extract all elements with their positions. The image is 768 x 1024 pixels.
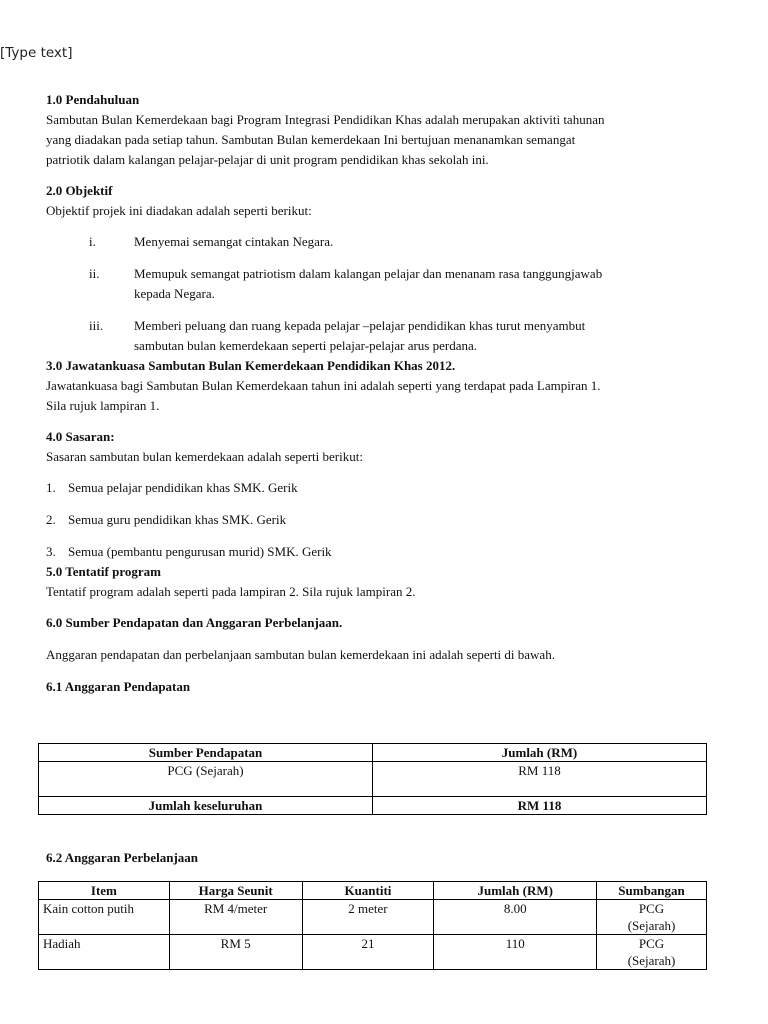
list-text: Memberi peluang dan ruang kepada pelajar –pelajar pendidikan khas turut menyambut sambutan bulan kemerdekaan seperti pelajar-pelajar arus perdana. xyxy=(134,318,586,353)
list-text: Semua (pembantu pengurusan murid) SMK. Gerik xyxy=(68,544,332,559)
section-sasaran xyxy=(46,427,686,562)
list-number: iii. xyxy=(89,318,104,333)
list-number: 3. xyxy=(46,544,56,559)
section-heading: 4.0 Sasaran: xyxy=(46,429,115,444)
table-header-row xyxy=(39,882,707,900)
table-total-row xyxy=(39,797,707,815)
page-header: [Type text] xyxy=(0,45,73,61)
section-objektif xyxy=(46,181,686,356)
table-header-row xyxy=(39,744,707,762)
list-item xyxy=(46,264,686,304)
section-jawatankuasa xyxy=(46,356,686,416)
list-item xyxy=(46,478,686,498)
paragraph-line: yang diadakan pada setiap tahun. Sambutan Bulan kemerdekaan Ini bertujuan menanamkan semangat xyxy=(46,132,576,147)
column-header: Sumber Pendapatan xyxy=(39,744,373,762)
table-cell: RM 118 xyxy=(373,762,707,797)
list-item xyxy=(46,510,686,530)
paragraph-line: Tentatif program adalah seperti pada lampiran 2. Sila rujuk lampiran 2. xyxy=(46,584,416,599)
table-cell: PCG (Sejarah) xyxy=(39,762,373,797)
list-number: 1. xyxy=(46,480,56,495)
list-text: Semua guru pendidikan khas SMK. Gerik xyxy=(68,512,287,527)
table-cell: Hadiah xyxy=(39,935,170,970)
table-row xyxy=(39,900,707,935)
table-cell: 21 xyxy=(302,935,434,970)
section-anggaran-pendapatan xyxy=(46,677,686,697)
table-cell: RM 118 xyxy=(373,797,707,815)
section-pendahuluan xyxy=(46,90,686,170)
expense-table xyxy=(38,881,707,970)
table-cell: RM 4/meter xyxy=(169,900,302,935)
list-text: Memupuk semangat patriotism dalam kalangan pelajar dan menanam rasa tanggungjawab kepada Negara. xyxy=(134,266,603,301)
list-number: i. xyxy=(89,234,96,249)
table-cell: 8.00 xyxy=(434,900,597,935)
list-item xyxy=(46,316,686,356)
table-cell: Kain cotton putih xyxy=(39,900,170,935)
section-heading: 3.0 Jawatankuasa Sambutan Bulan Kemerdekaan Pendidikan Khas 2012. xyxy=(46,358,456,373)
table-cell: RM 5 xyxy=(169,935,302,970)
section-tentatif xyxy=(46,562,686,602)
list-item xyxy=(46,542,686,562)
table-cell: PCG (Sejarah) xyxy=(597,900,707,935)
paragraph-line: Sambutan Bulan Kemerdekaan bagi Program Integrasi Pendidikan Khas adalah merupakan aktiviti tahunan xyxy=(46,112,605,127)
section-sumber xyxy=(46,613,686,665)
section-heading: 6.0 Sumber Pendapatan dan Anggaran Perbelanjaan. xyxy=(46,615,343,630)
paragraph-line: Jawatankuasa bagi Sambutan Bulan Kemerdekaan tahun ini adalah seperti yang terdapat pada Lampiran 1. xyxy=(46,378,601,393)
list-text: Menyemai semangat cintakan Negara. xyxy=(134,234,334,249)
section-heading: 2.0 Objektif xyxy=(46,183,113,198)
income-table xyxy=(38,743,707,815)
column-header: Jumlah (RM) xyxy=(373,744,707,762)
table-row xyxy=(39,935,707,970)
list-number: 2. xyxy=(46,512,56,527)
document-body xyxy=(46,90,686,708)
column-header: Item xyxy=(39,882,170,900)
list-text: Semua pelajar pendidikan khas SMK. Gerik xyxy=(68,480,298,495)
table-cell: 2 meter xyxy=(302,900,434,935)
table-cell: Jumlah keseluruhan xyxy=(39,797,373,815)
objective-list xyxy=(46,232,686,356)
table-cell: PCG (Sejarah) xyxy=(597,935,707,970)
column-header: Harga Seunit xyxy=(169,882,302,900)
section-heading: 5.0 Tentatif program xyxy=(46,564,161,579)
target-list xyxy=(46,478,686,562)
paragraph-line: Sila rujuk lampiran 1. xyxy=(46,398,160,413)
table-cell: 110 xyxy=(434,935,597,970)
section-intro: Objektif projek ini diadakan adalah seperti berikut: xyxy=(46,203,312,218)
section-heading: 1.0 Pendahuluan xyxy=(46,92,140,107)
column-header: Jumlah (RM) xyxy=(434,882,597,900)
list-number: ii. xyxy=(89,266,100,281)
column-header: Sumbangan xyxy=(597,882,707,900)
paragraph-line: Anggaran pendapatan dan perbelanjaan sambutan bulan kemerdekaan ini adalah seperti di bawah. xyxy=(46,647,555,662)
list-item xyxy=(46,232,686,252)
table-row xyxy=(39,762,707,797)
column-header: Kuantiti xyxy=(302,882,434,900)
section-intro: Sasaran sambutan bulan kemerdekaan adalah seperti berikut: xyxy=(46,449,363,464)
section-heading: 6.2 Anggaran Perbelanjaan xyxy=(46,850,199,865)
section-heading: 6.1 Anggaran Pendapatan xyxy=(46,679,191,694)
paragraph-line: patriotik dalam kalangan pelajar-pelajar di unit program pendidikan khas sekolah ini. xyxy=(46,152,489,167)
